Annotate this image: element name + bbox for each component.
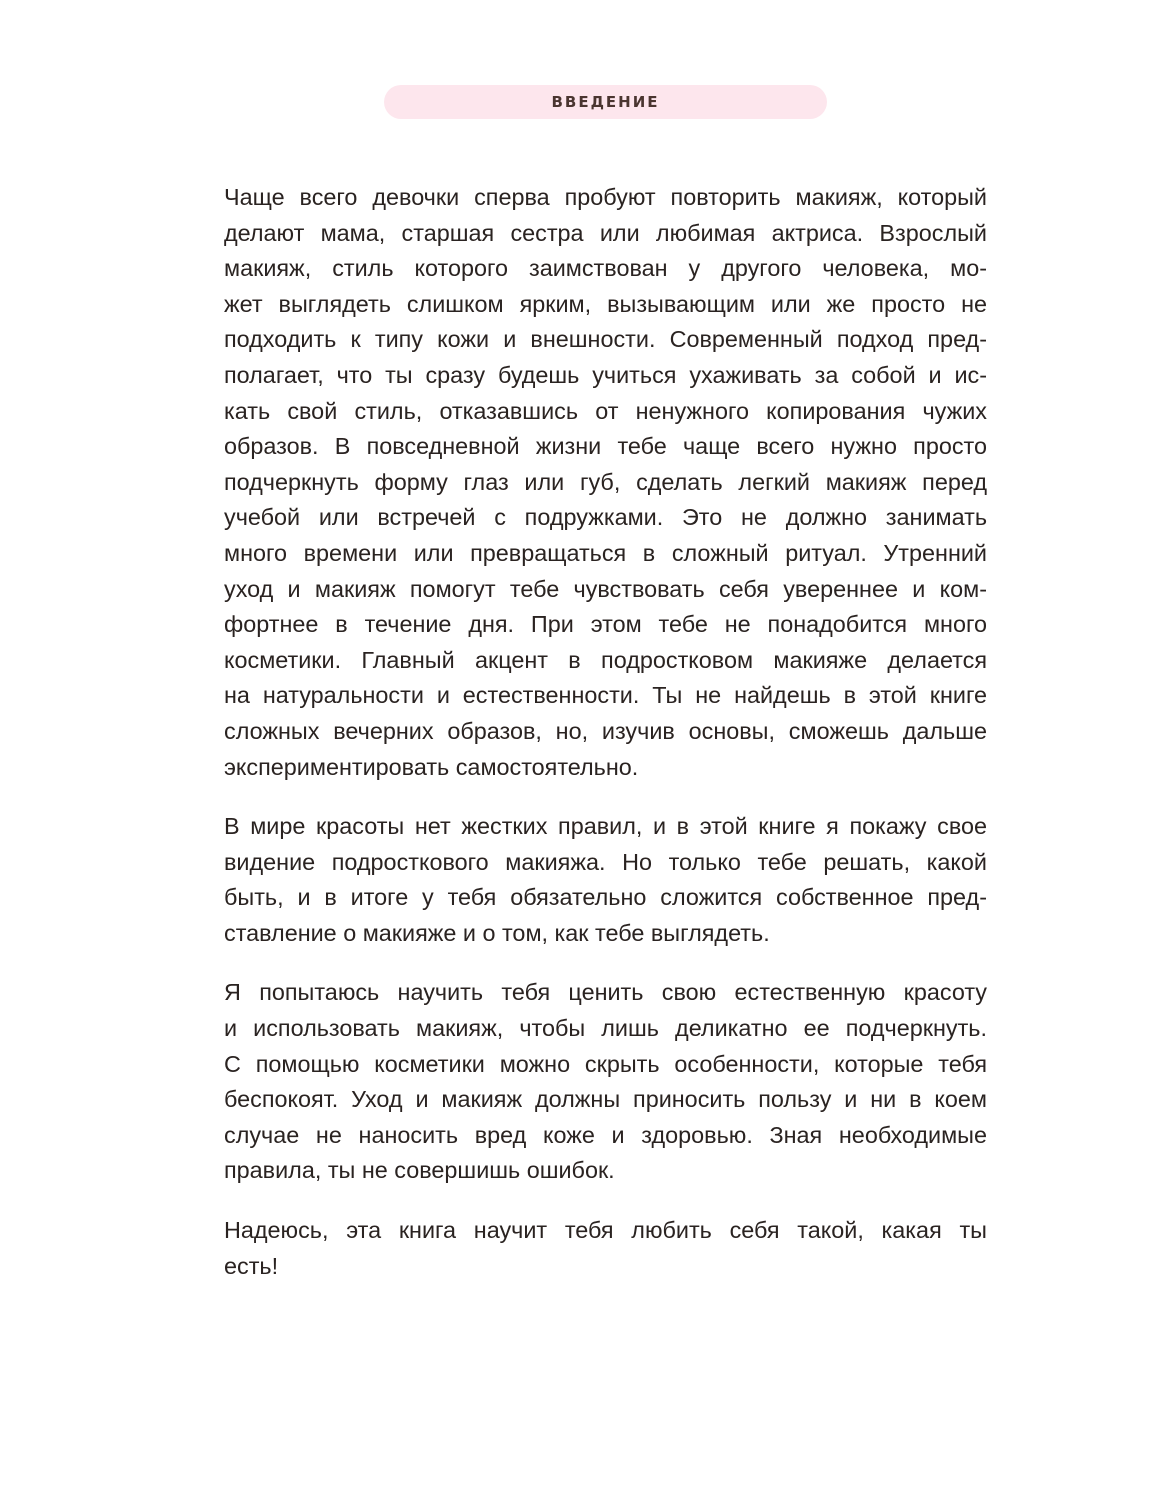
text-line: экспериментировать самостоятельно.: [224, 753, 639, 780]
text-line: делают мама, старшая сестра или любимая актриса. Взрослый: [224, 219, 987, 246]
text-line: много времени или превращаться в сложный ритуал. Утренний: [224, 539, 987, 566]
text-line: и использовать макияж, чтобы лишь деликатно ее подчеркнуть.: [224, 1015, 987, 1042]
paragraph-3: [224, 975, 987, 1189]
text-line: случае не наносить вред коже и здоровью. Зная необходимые: [224, 1121, 987, 1148]
intro-text: [224, 180, 987, 1308]
text-line: В мире красоты нет жестких правил, и в этой книге я покажу свое: [224, 813, 987, 840]
text-line: полагает, что ты сразу будешь учиться ухаживать за собой и ис-: [224, 361, 987, 388]
text-line: есть!: [224, 1252, 279, 1279]
text-line: косметики. Главный акцент в подростковом макияже делается: [224, 646, 987, 673]
text-line: правила, ты не совершишь ошибок.: [224, 1157, 615, 1184]
text-line: Чаще всего девочки сперва пробуют повторить макияж, который: [224, 184, 987, 210]
text-line: Я попытаюсь научить тебя ценить свою естественную красоту: [224, 979, 987, 1006]
text-line: быть, и в итоге у тебя обязательно сложится собственное пред-: [224, 884, 987, 911]
text-line: сложных вечерних образов, но, изучив основы, сможешь дальше: [224, 717, 987, 744]
text-line: С помощью косметики можно скрыть особенности, которые тебя: [224, 1050, 987, 1077]
text-line: кать свой стиль, отказавшись от ненужного копирования чужих: [224, 397, 987, 424]
text-line: беспокоят. Уход и макияж должны приносить пользу и ни в коем: [224, 1086, 987, 1113]
paragraph-4: [224, 1213, 987, 1284]
text-line: уход и макияж помогут тебе чувствовать себя увереннее и ком-: [224, 575, 987, 602]
text-line: подчеркнуть форму глаз или губ, сделать легкий макияж перед: [224, 468, 987, 495]
text-line: ставление о макияже и о том, как тебе выглядеть.: [224, 919, 770, 946]
section-header-pill: [384, 85, 827, 119]
text-line: учебой или встречей с подружками. Это не должно занимать: [224, 504, 987, 531]
text-line: макияж, стиль которого заимствован у другого человека, мо-: [224, 255, 987, 282]
text-line: подходить к типу кожи и внешности. Современный подход пред-: [224, 326, 987, 353]
text-line: образов. В повседневной жизни тебе чаще всего нужно просто: [224, 433, 987, 460]
text-line: видение подросткового макияжа. Но только тебе решать, какой: [224, 848, 987, 875]
paragraph-2: [224, 809, 987, 951]
section-title: ВВЕДЕНИЕ: [551, 93, 660, 111]
paragraph-1: [224, 180, 987, 785]
text-line: на натуральности и естественности. Ты не найдешь в этой книге: [224, 682, 987, 709]
text-line: фортнее в течение дня. При этом тебе не понадобится много: [224, 611, 987, 638]
text-line: жет выглядеть слишком ярким, вызывающим или же просто не: [224, 290, 987, 317]
text-line: Надеюсь, эта книга научит тебя любить себя такой, какая ты: [224, 1217, 987, 1244]
